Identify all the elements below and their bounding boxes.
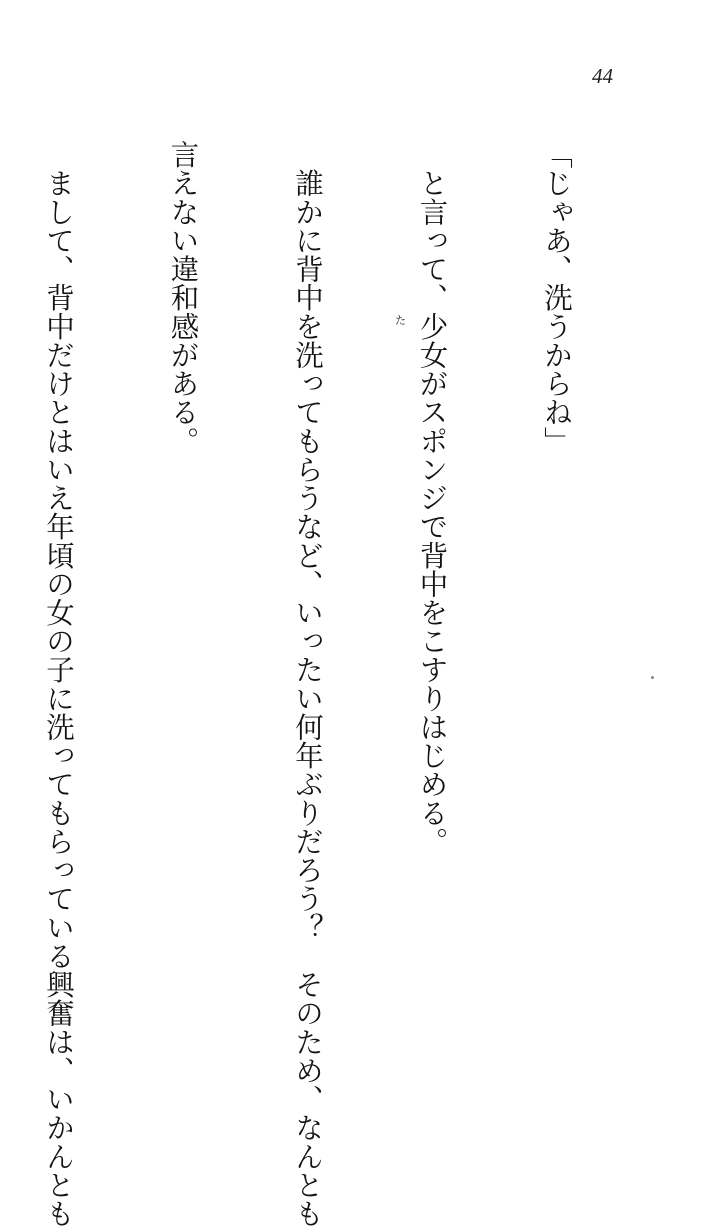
- page-number: 44: [592, 64, 613, 88]
- text-line: 「じゃあ、洗うからね」: [540, 140, 573, 455]
- text-line: 誰かに背中を洗ってもらうなど、いったい何年ぶりだろう？ そのため、なんとも: [291, 140, 324, 1228]
- text-line: まして、背中だけとはいえ年頃の女の子に洗ってもらっている興奮は、いかんとも: [42, 140, 75, 1228]
- furigana-ruby: た: [395, 314, 406, 327]
- text-line: と言って、少女がスポンジで背中をこすりはじめる。: [415, 140, 449, 856]
- novel-text-block: [0, 140, 660, 1228]
- text-line: 言えない違和感がある。: [166, 140, 200, 455]
- paper-speck: [651, 676, 654, 679]
